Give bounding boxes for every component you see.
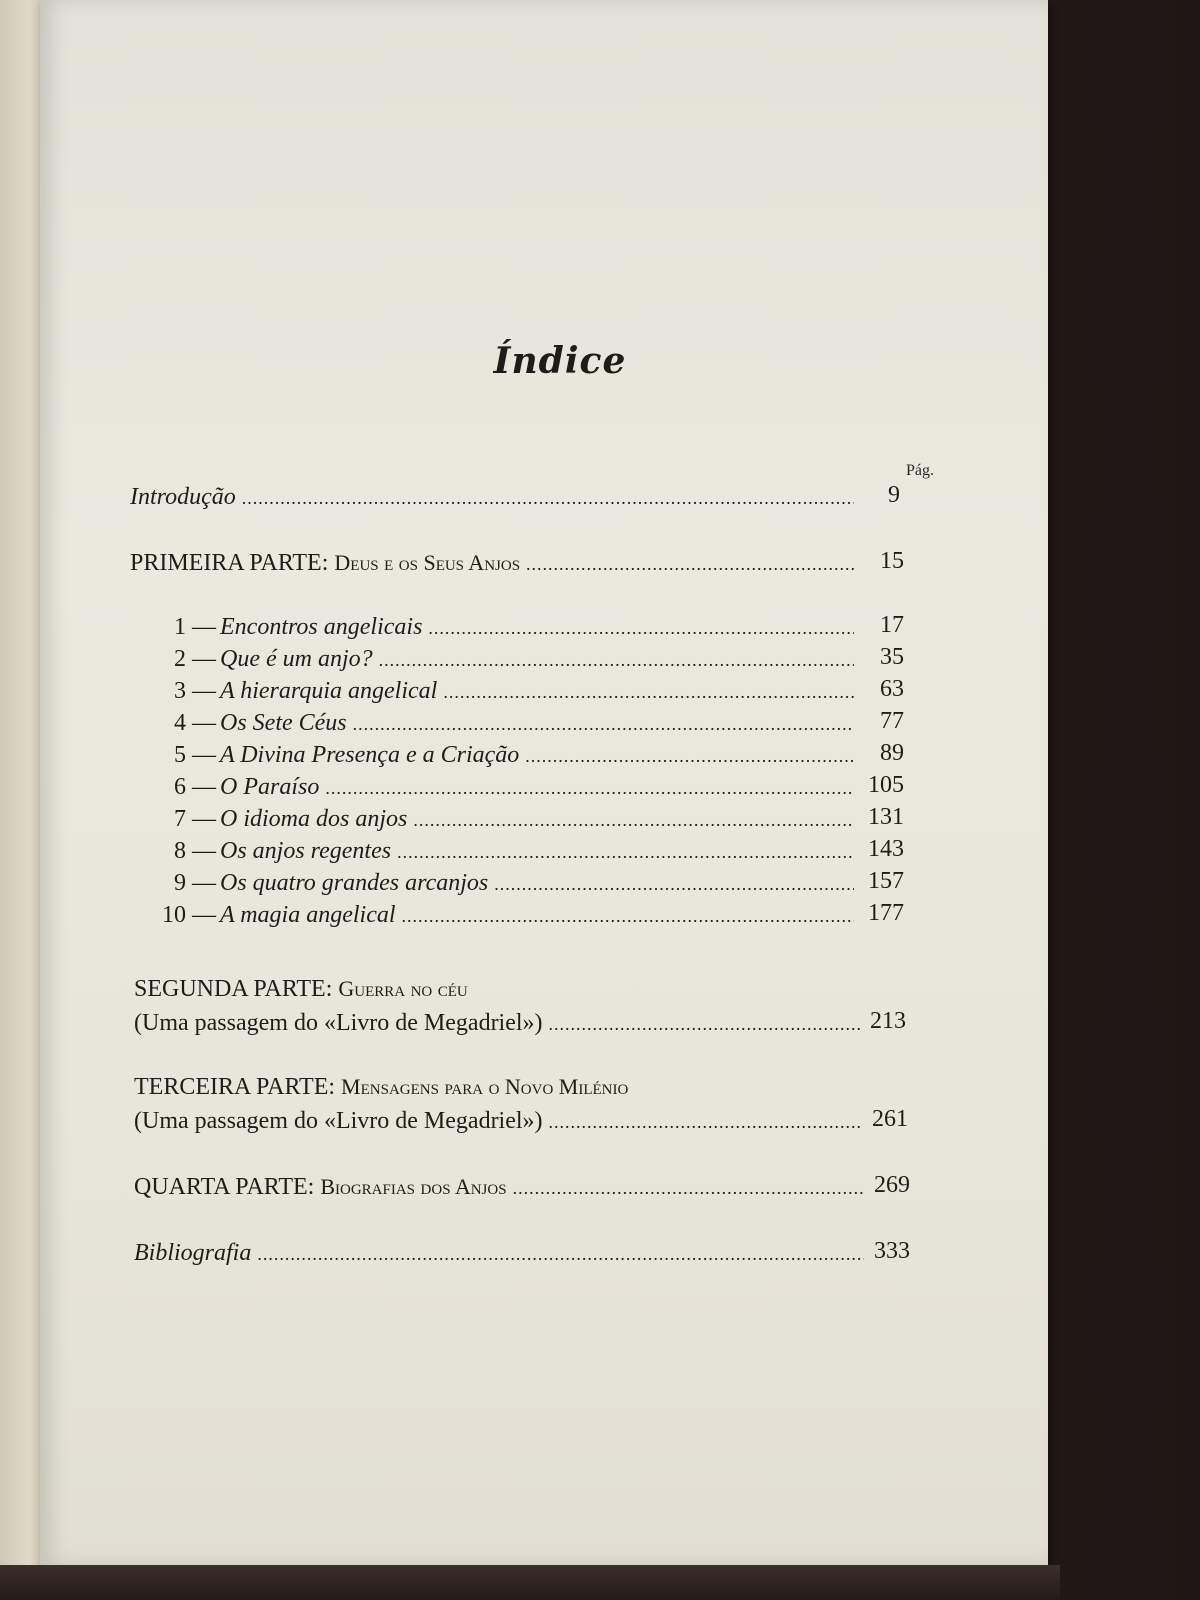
chapter-label: Os anjos regentes: [220, 838, 392, 864]
chapter-label: A magia angelical: [220, 902, 396, 928]
chapter-page-number: 143: [868, 836, 904, 862]
entry-page-number: 15: [880, 548, 904, 574]
part-title: Deus e os Seus Anjos: [334, 550, 521, 575]
chapter-number: 6 —: [174, 774, 216, 800]
toc-entry-part-1: [130, 548, 860, 578]
chapter-number: 9 —: [174, 870, 216, 896]
toc-entry-part-2-heading: [134, 976, 468, 1003]
chapter-page-number: 177: [868, 900, 904, 926]
part-subtitle: (Uma passagem do «Livro de Megadriel»): [134, 1010, 543, 1036]
chapter-label: Os Sete Céus: [220, 710, 347, 736]
toc-entry-chapter: [160, 804, 860, 834]
toc-entry-part-4: [134, 1172, 870, 1202]
leader-dots: [494, 869, 854, 899]
page-column-label: Pág.: [906, 462, 934, 479]
leader-dots: [513, 1173, 864, 1203]
leader-dots: [242, 483, 854, 513]
part-title: Guerra no céu: [338, 976, 468, 1001]
toc-entry-chapter: [160, 900, 860, 930]
chapter-number: 5 —: [174, 742, 216, 768]
leader-dots: [526, 549, 854, 579]
chapter-number: 3 —: [174, 678, 216, 704]
chapter-page-number: 35: [880, 644, 904, 670]
book-page: [40, 0, 1048, 1565]
chapter-number: 8 —: [174, 838, 216, 864]
chapter-page-number: 105: [868, 772, 904, 798]
part-title: Biografias dos Anjos: [320, 1174, 507, 1199]
leader-dots: [402, 901, 854, 931]
entry-label: Bibliografia: [134, 1240, 252, 1266]
chapter-label: Que é um anjo?: [220, 646, 373, 672]
entry-page-number: 261: [872, 1106, 908, 1132]
entry-label: Introdução: [130, 484, 236, 510]
leader-dots: [325, 773, 854, 803]
page-bottom-shadow: [0, 1565, 1060, 1600]
chapter-label: A hierarquia angelical: [220, 678, 438, 704]
chapter-number: 10 —: [162, 902, 216, 928]
page-title: Índice: [493, 340, 627, 382]
entry-page-number: 9: [888, 482, 900, 508]
chapter-page-number: 17: [880, 612, 904, 638]
toc-entry-part-2: [134, 1008, 866, 1038]
part-heading: QUARTA PARTE:: [134, 1174, 315, 1200]
toc-entry-chapter: [160, 676, 860, 706]
chapter-number: 2 —: [174, 646, 216, 672]
chapter-label: A Divina Presença e a Criação: [220, 742, 520, 768]
part-subtitle: (Uma passagem do «Livro de Megadriel»): [134, 1108, 543, 1134]
toc-entry-chapter: [160, 868, 860, 898]
part-heading: PRIMEIRA PARTE:: [130, 550, 329, 576]
chapter-number: 4 —: [174, 710, 216, 736]
chapter-page-number: 157: [868, 868, 904, 894]
toc-entry-part-3: [134, 1106, 868, 1136]
leader-dots: [397, 837, 854, 867]
entry-page-number: 269: [874, 1172, 910, 1198]
chapter-label: Os quatro grandes arcanjos: [220, 870, 489, 896]
entry-page-number: 213: [870, 1008, 906, 1034]
toc-entry-chapter: [160, 740, 860, 770]
toc-entry-part-3-heading: [134, 1074, 628, 1101]
chapter-number: 1 —: [174, 614, 216, 640]
part-heading: TERCEIRA PARTE:: [134, 1074, 336, 1100]
entry-page-number: 333: [874, 1238, 910, 1264]
chapter-label: O Paraíso: [220, 774, 320, 800]
leader-dots: [549, 1009, 860, 1039]
chapter-label: Encontros angelicais: [220, 614, 423, 640]
toc-entry-chapter: [160, 612, 860, 642]
toc-entry-bibliografia: [134, 1238, 870, 1268]
chapter-page-number: 77: [880, 708, 904, 734]
leader-dots: [525, 741, 854, 771]
leader-dots: [353, 709, 854, 739]
chapter-page-number: 63: [880, 676, 904, 702]
toc-entry-chapter: [160, 836, 860, 866]
chapter-page-number: 131: [868, 804, 904, 830]
chapter-label: O idioma dos anjos: [220, 806, 408, 832]
chapter-number: 7 —: [174, 806, 216, 832]
chapter-page-number: 89: [880, 740, 904, 766]
leader-dots: [379, 645, 854, 675]
leader-dots: [428, 613, 854, 643]
part-title: Mensagens para o Novo Milénio: [341, 1074, 629, 1099]
toc-entry-chapter: [160, 644, 860, 674]
leader-dots: [443, 677, 854, 707]
leader-dots: [413, 805, 854, 835]
toc-entry-introducao: [130, 482, 860, 512]
part-heading: SEGUNDA PARTE:: [134, 976, 333, 1002]
leader-dots: [549, 1107, 862, 1137]
toc-entry-chapter: [160, 772, 860, 802]
leader-dots: [257, 1239, 864, 1269]
toc-entry-chapter: [160, 708, 860, 738]
